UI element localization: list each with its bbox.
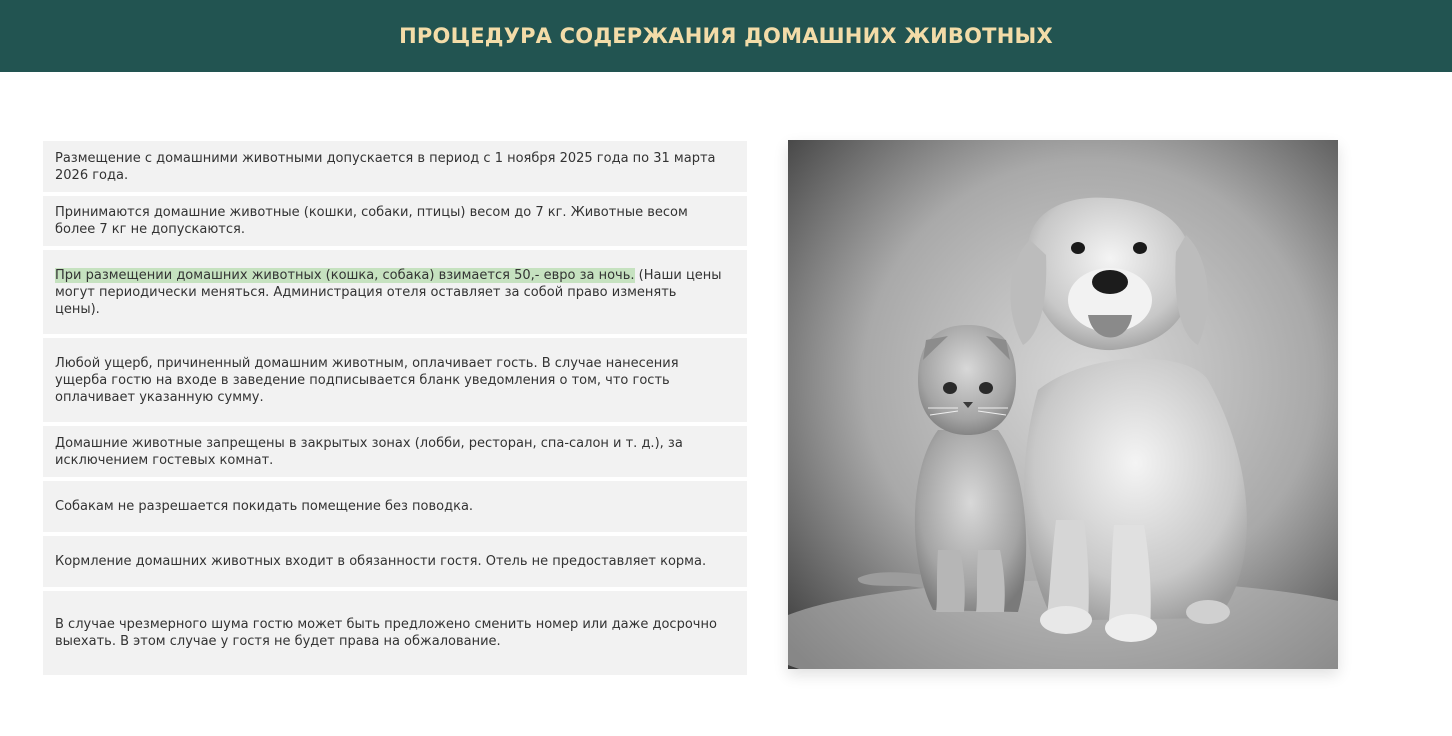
rule-text: Любой ущерб, причиненный домашним животным, оплачивает гость. В случае нанесения ущерба гостю на входе в заведение подписывается бланк уведомления о том, что гость оплачивает указанную сумму. <box>55 355 679 405</box>
rule-text: (Наши цены могут периодически меняться. Администрация отеля оставляет за собой право изменять цены). <box>55 267 722 317</box>
rule-item-price <box>43 250 747 334</box>
rules-list <box>43 141 747 679</box>
rule-text: Размещение с домашними животными допускается в период с 1 ноября 2025 года по 31 марта 2026 года. <box>55 150 716 183</box>
rule-text: Собакам не разрешается покидать помещение без поводка. <box>55 499 474 514</box>
rule-item-noise <box>43 591 747 675</box>
rule-item-leash <box>43 481 747 532</box>
highlighted-price-text: При размещении домашних животных (кошка, собака) взимается 50,- евро за ночь. <box>55 267 635 283</box>
page-title: ПРОЦЕДУРА СОДЕРЖАНИЯ ДОМАШНИХ ЖИВОТНЫХ <box>399 24 1053 48</box>
rule-text-wrapper <box>55 267 725 318</box>
rule-item-restricted-zones <box>43 426 747 477</box>
page-header <box>0 0 1452 72</box>
rule-item-period <box>43 141 747 192</box>
rule-text: Кормление домашних животных входит в обязанности гостя. Отель не предоставляет корма. <box>55 554 707 569</box>
rule-text: Домашние животные запрещены в закрытых зонах (лобби, ресторан, спа-салон и т. д.), за исключением гостевых комнат. <box>55 435 683 468</box>
rule-text: Принимаются домашние животные (кошки, собаки, птицы) весом до 7 кг. Животные весом более 7 кг не допускаются. <box>55 205 688 237</box>
rule-item-weight <box>43 196 747 246</box>
rule-text: В случае чрезмерного шума гостю может быть предложено сменить номер или даже досрочно выехать. В этом случае у гостя не будет права на обжалование. <box>55 617 717 649</box>
cat-and-dog-photo-icon <box>788 140 1338 669</box>
rule-item-damage <box>43 338 747 422</box>
rule-item-feeding <box>43 536 747 587</box>
